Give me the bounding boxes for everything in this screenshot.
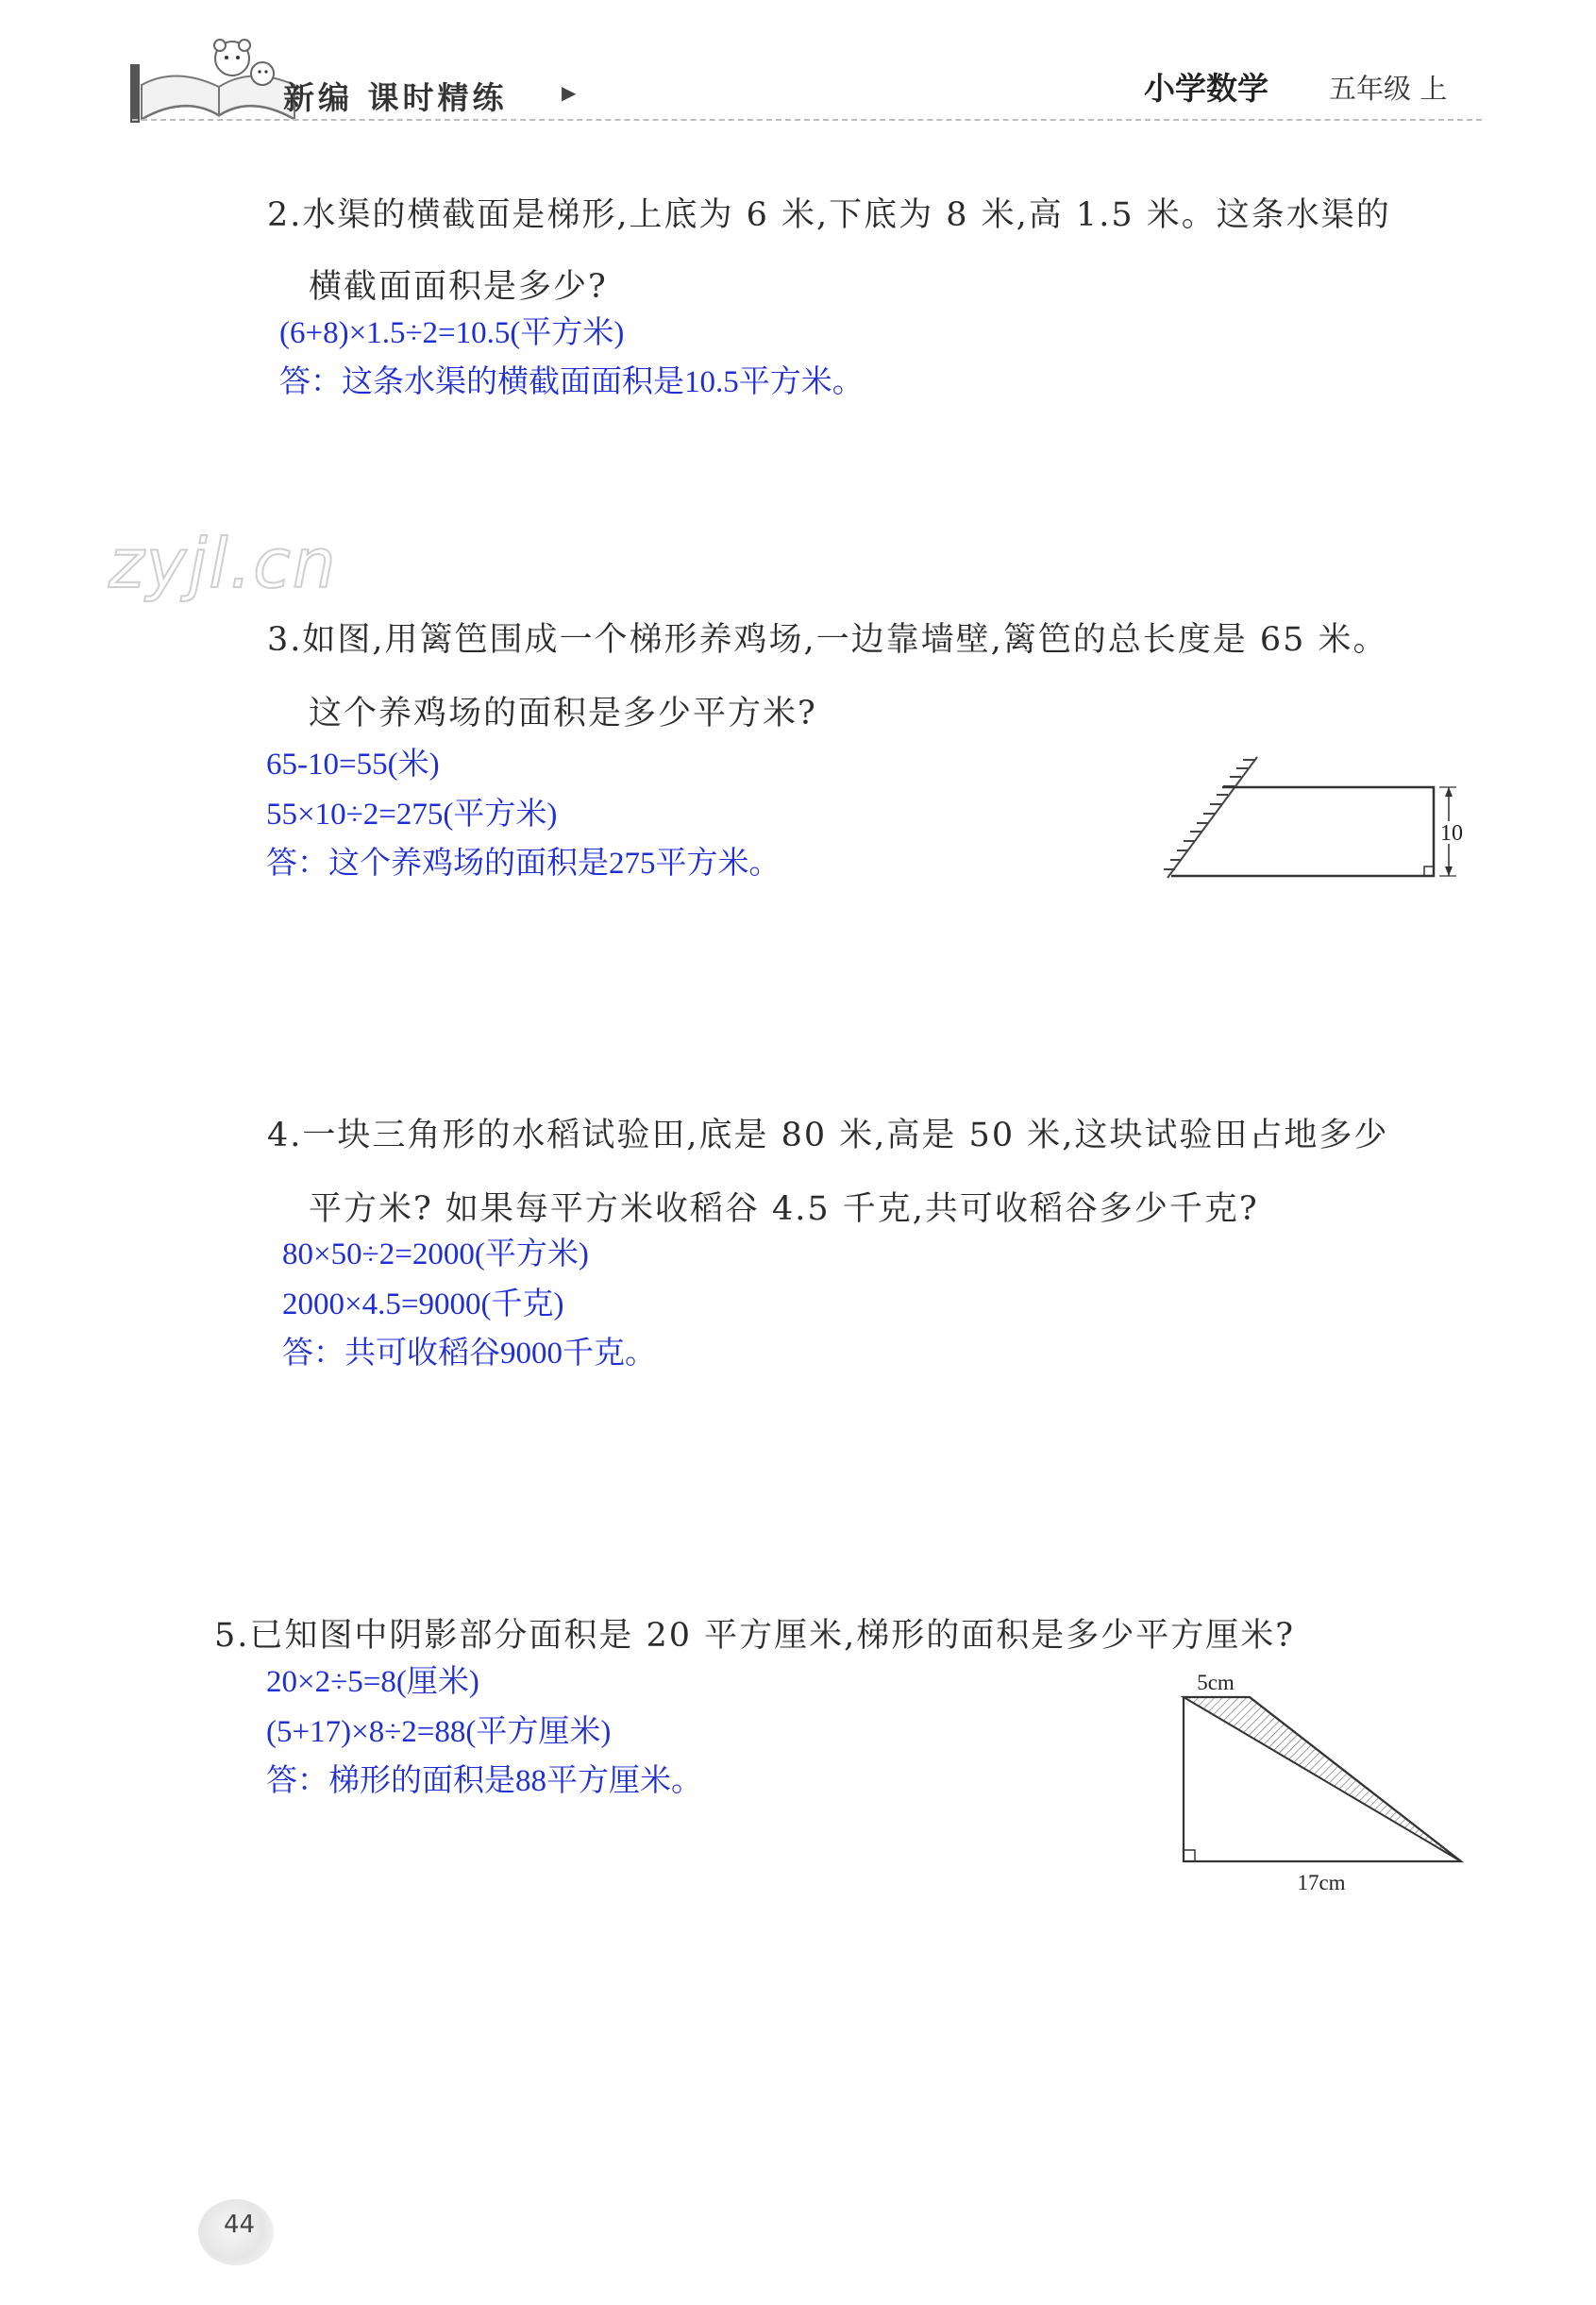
question-4-line-1: 4.一块三角形的水稻试验田,底是 80 米,高是 50 米,这块试验田占地多少 (267, 1117, 1389, 1154)
question-2-answer-2: 答：这条水渠的横截面面积是10.5平方米。 (279, 365, 864, 399)
figure-bottom-label: 17cm (1297, 1871, 1346, 1894)
question-4-answer-1: 80×50÷2=2000(平方米) (282, 1237, 589, 1271)
shaded-trapezoid-figure (1170, 1661, 1482, 1897)
triangle-arrow-icon: ▶ (562, 81, 577, 104)
question-3-line-2: 这个养鸡场的面积是多少平方米? (309, 695, 817, 732)
question-5-line-1: 5.已知图中阴影部分面积是 20 平方厘米,梯形的面积是多少平方厘米? (214, 1617, 1296, 1655)
book-logo-icon (128, 28, 298, 123)
grade-label: 五年级 上 (1329, 73, 1448, 105)
figure-height-label: 10 (1440, 821, 1463, 846)
question-4-answer-2: 2000×4.5=9000(千克) (282, 1287, 564, 1321)
series-title: 新编 课时精练 (283, 79, 508, 116)
question-2-line-2: 横截面面积是多少? (309, 268, 608, 306)
question-2-line-1: 2.水渠的横截面是梯形,上底为 6 米,下底为 8 米,高 1.5 米。这条水渠的 (267, 196, 1391, 234)
question-3-answer-1: 65-10=55(米) (266, 748, 440, 782)
subject-label: 小学数学 (1144, 70, 1268, 107)
question-5-answer-3: 答：梯形的面积是88平方厘米。 (266, 1764, 702, 1798)
question-2-answer-1: (6+8)×1.5÷2=10.5(平方米) (279, 316, 625, 350)
question-5-answer-1: 20×2÷5=8(厘米) (266, 1665, 479, 1699)
question-3-line-1: 3.如图,用篱笆围成一个梯形养鸡场,一边靠墙壁,篱笆的总长度是 65 米。 (267, 621, 1388, 659)
watermark: zyjl.cn (109, 524, 338, 603)
question-4-answer-3: 答：共可收稻谷9000千克。 (282, 1337, 656, 1371)
page-number: 44 (224, 2211, 256, 2239)
trapezoid-wall-figure (1156, 746, 1477, 887)
header-divider (132, 119, 1482, 121)
question-3-answer-3: 答：这个养鸡场的面积是275平方米。 (266, 847, 781, 881)
question-5-answer-2: (5+17)×8÷2=88(平方厘米) (266, 1715, 612, 1749)
question-4-line-2: 平方米? 如果每平方米收稻谷 4.5 千克,共可收稻谷多少千克? (309, 1190, 1259, 1228)
figure-top-label: 5cm (1197, 1671, 1235, 1694)
question-3-answer-2: 55×10÷2=275(平方米) (266, 798, 558, 832)
